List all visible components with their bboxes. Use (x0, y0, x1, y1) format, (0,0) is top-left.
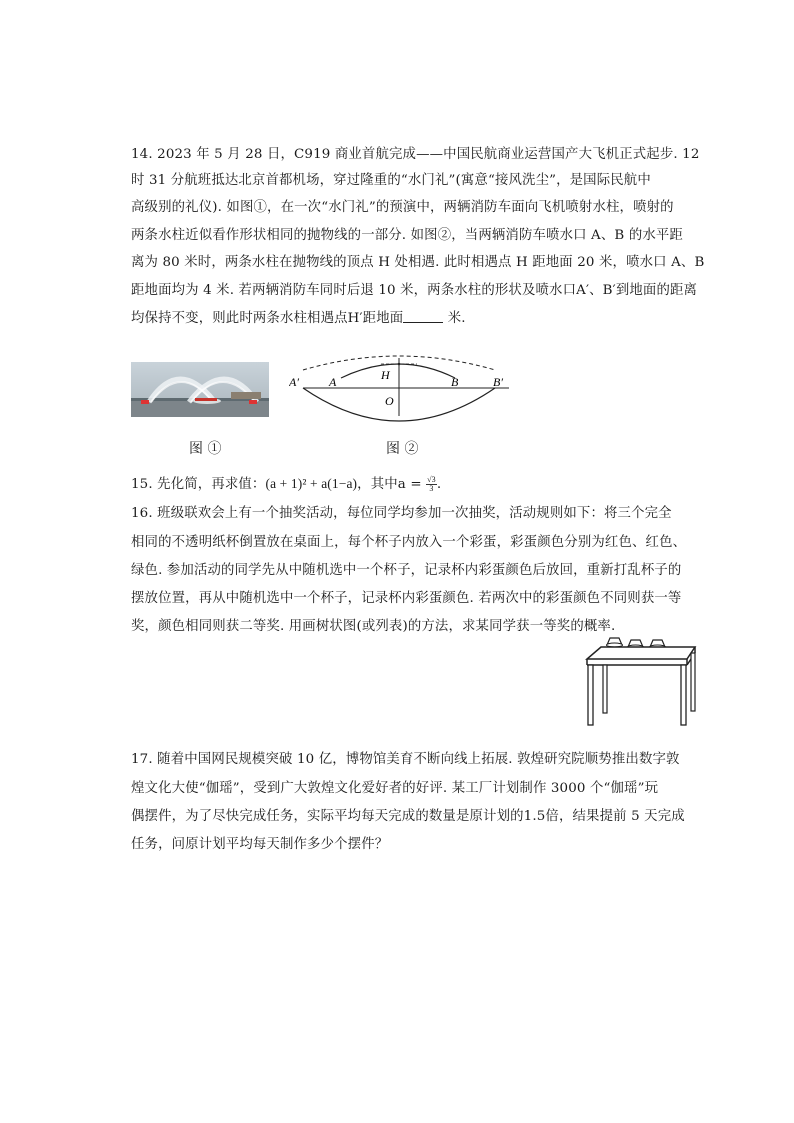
table-leg (588, 665, 593, 725)
q14-line-1: 14. 2023 年 5 月 28 日，C919 商业首航完成——中国民航商业运营国产大飞机正式起步. 12 (131, 147, 700, 162)
figure-1-caption: 图 ① (189, 441, 222, 457)
q15-line (131, 475, 441, 493)
q15-fraction (426, 476, 437, 493)
answer-blank (403, 310, 443, 323)
q14-line-2: 时 31 分航班抵达北京首都机场，穿过隆重的“水门礼”(寓意“接风洗尘”，是国际民航中 (131, 173, 651, 188)
q15-expression: (a + 1)² + a(1−a) (265, 476, 358, 491)
q16-line-5: 奖，颜色相同则获二等奖. 用画树状图(或列表)的方法，求某同学获一等奖的概率. (131, 619, 616, 634)
label-b-prime: B′ (493, 375, 503, 389)
q15-period: . (436, 477, 442, 492)
q17-line-2: 煌文化大使“伽瑶”，受到广大敦煌文化爱好者的好评. 某工厂计划制作 3000 个“伽瑶”玩 (131, 781, 659, 796)
q16-line-2: 相同的不透明纸杯倒置放在桌面上，每个杯子内放入一个彩蛋，彩蛋颜色分别为红色、红色、 (131, 535, 687, 550)
parabola-diagram (289, 354, 519, 438)
q15-condition: ，其中a = (357, 477, 422, 492)
q15-fraction-numerator: √3 (427, 475, 436, 484)
q16-line-4: 摆放位置，再从中随机选中一个杯子，记录杯内彩蛋颜色. 若两次中的彩蛋颜色不同则获一等 (131, 591, 682, 606)
label-h: H (381, 368, 390, 382)
q17-line-1: 17. 随着中国网民规模突破 10 亿，博物馆美育不断向线上拓展. 敦煌研究院顺势推出数字敦 (131, 752, 680, 767)
q15-fraction-denominator: 3 (429, 484, 434, 493)
figure-2-caption: 图 ② (386, 441, 419, 457)
q14-line-5: 离为 80 米时，两条水柱在抛物线的顶点 H 处相遇. 此时相遇点 H 距地面 20 米，喷水口 A、B (131, 255, 705, 270)
label-a-prime: A′ (289, 375, 299, 389)
q14-line-7 (131, 310, 466, 327)
table-top (587, 647, 695, 659)
q14-line-3: 高级别的礼仪). 如图①，在一次“水门礼”的预演中，两辆消防车面向飞机喷射水柱，喷射的 (131, 200, 674, 215)
label-a: A (329, 375, 337, 389)
q17-line-4: 任务，问原计划平均每天制作多少个摆件？ (131, 837, 389, 852)
label-o: O (385, 394, 394, 408)
q14-line-7-unit: 米. (447, 311, 466, 326)
q16-line-3: 绿色. 参加活动的同学先从中随机选中一个杯子，记录杯内彩蛋颜色后放回，重新打乱杯子的 (131, 563, 682, 578)
point-h (398, 363, 401, 366)
q16-line-1: 16. 班级联欢会上有一个抽奖活动，每位同学均参加一次抽奖，活动规则如下：将三个完全 (131, 506, 672, 521)
table-with-cups-illustration (583, 635, 701, 731)
label-b: B (451, 375, 459, 389)
water-parabola (341, 364, 455, 378)
q14-line-6: 距地面均为 4 米. 若两辆消防车同时后退 10 米，两条水柱的形状及喷水口A′、B′到地面的距离 (131, 283, 698, 298)
water-salute-photo (131, 362, 269, 417)
q17-line-3: 偶摆件，为了尽快完成任务，实际平均每天完成的数量是原计划的1.5倍，结果提前 5 天完成 (131, 809, 685, 824)
q14-line-7-text: 均保持不变，则此时两条水柱相遇点H′距地面 (131, 311, 404, 326)
q14-line-4: 两条水柱近似看作形状相同的抛物线的一部分. 如图②，当两辆消防车喷水口 A、B 的水平距 (131, 228, 683, 243)
q15-prefix: 15. 先化简，再求值： (131, 477, 266, 492)
